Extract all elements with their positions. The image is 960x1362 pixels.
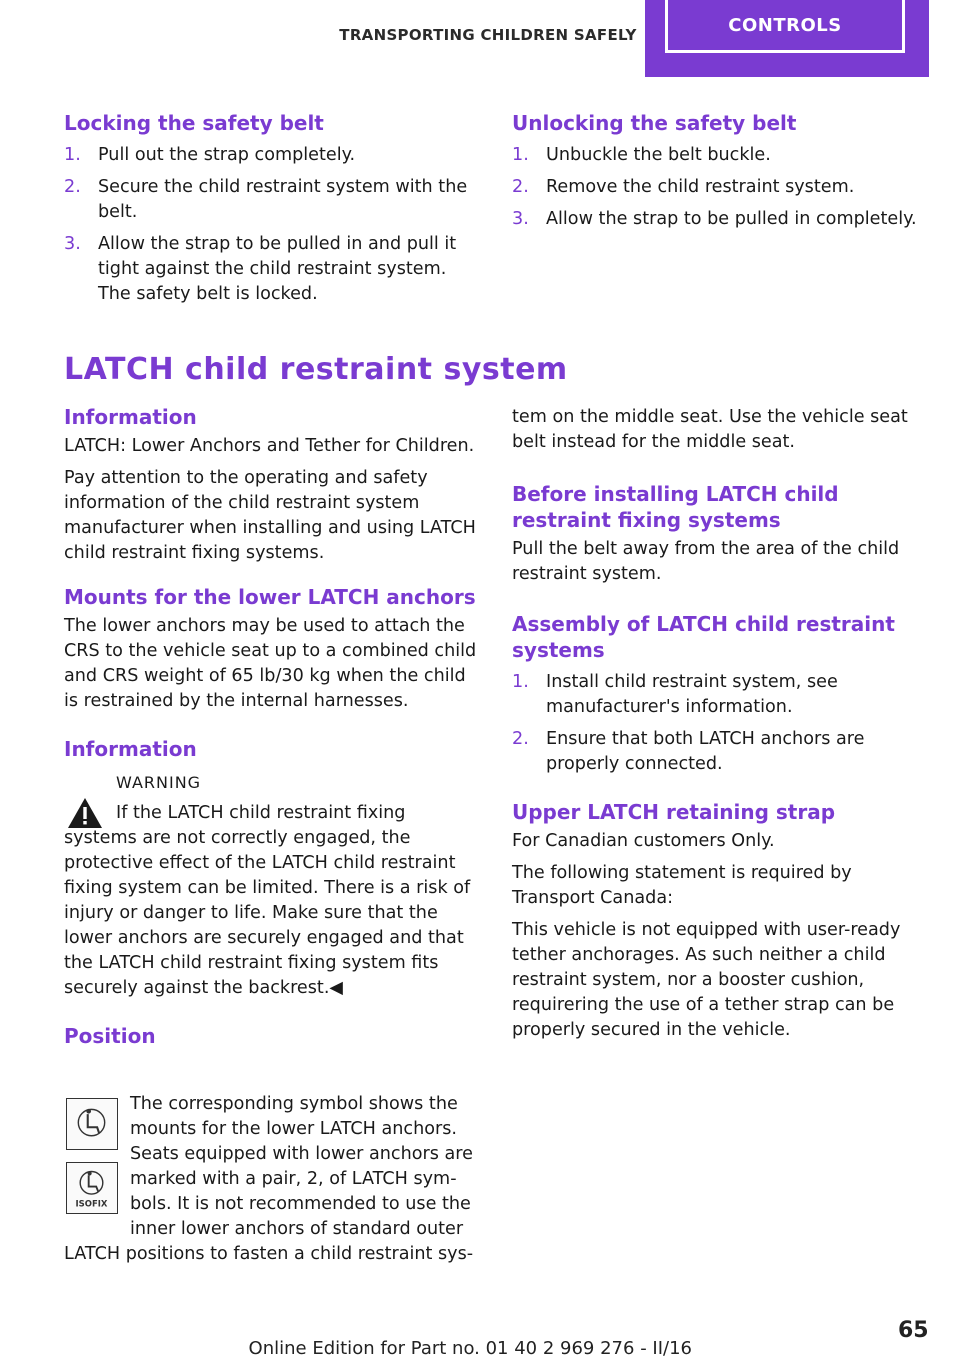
position-title: Position <box>64 1024 156 1048</box>
unlocking-section <box>512 110 926 232</box>
assembly-steps <box>512 670 926 777</box>
upper-p1: For Canadian customers Only. <box>512 831 775 851</box>
upper-title: Upper LATCH retaining strap <box>512 800 836 824</box>
footer-edition: Online Edition for Part no. 01 40 2 969 276 - II/16 <box>248 1338 692 1359</box>
warning-text: If the LATCH child restraint fixing systems are not correctly engaged, the protective effect of the LATCH child restraint fixing system can be limited. There is a risk of injury or danger to life. Make sure that the lower anchors are securely engaged and that the LATCH child restraint fixing system fits securely against the backrest.◀ <box>64 803 471 998</box>
list-item: 2. Secure the child restraint system with the belt. <box>64 177 468 222</box>
list-item: 3. Allow the strap to be pulled in and pull it tight against the child restraint system. The safety belt is locked. <box>64 234 457 304</box>
warning-icon <box>66 796 104 830</box>
list-item: 2. Remove the child restraint system. <box>512 177 855 197</box>
mounts-title: Mounts for the lower LATCH anchors <box>64 585 476 609</box>
latch-seat-icon <box>66 1098 118 1150</box>
isofix-icon-label: ISOFIX <box>75 1198 108 1209</box>
position-text-right: tem on the middle seat. Use the vehicle seat belt instead for the middle seat. <box>512 407 908 452</box>
info2-title: Information <box>64 737 197 761</box>
mounts-p1: The lower anchors may be used to attach the CRS to the vehicle seat up to a combined child and CRS weight of 65 lb/30 kg when the child is restrained by the internal harnesses. <box>64 616 477 711</box>
list-item: 2. Ensure that both LATCH anchors are properly connected. <box>512 729 865 774</box>
info1-p1: LATCH: Lower Anchors and Tether for Children. <box>64 436 475 456</box>
latch-right-column <box>512 405 926 1043</box>
locking-title: Locking the safety belt <box>64 111 324 135</box>
before-p1: Pull the belt away from the area of the child restraint system. <box>512 539 900 584</box>
position-text-left-cont: LATCH positions to fasten a child restraint sys- <box>64 1244 474 1264</box>
footer <box>0 1318 960 1362</box>
locking-steps <box>64 143 478 307</box>
before-title: Before installing LATCH child restraint fixing systems <box>512 482 839 532</box>
section-tab <box>645 0 929 77</box>
upper-p2: The following statement is required by Transport Canada: <box>512 863 852 908</box>
list-item: 1. Pull out the strap completely. <box>64 145 356 165</box>
position-text-left: The corresponding symbol shows the mounts for the lower LATCH anchors. Seats equipped with lower anchors are marked with a pair, 2, of LATCH sym-bols. It is not recommended to use the inner lower anchors of standard outer <box>130 1094 473 1239</box>
running-header: TRANSPORTING CHILDREN SAFELY <box>339 26 637 44</box>
unlocking-steps <box>512 143 926 232</box>
latch-heading: LATCH child restraint system <box>64 352 568 387</box>
list-item: 1. Install child restraint system, see manufacturer's information. <box>512 672 838 717</box>
locking-section <box>64 110 478 307</box>
latch-left-column <box>64 404 478 1049</box>
list-item: 1. Unbuckle the belt buckle. <box>512 145 771 165</box>
unlocking-title: Unlocking the safety belt <box>512 111 797 135</box>
upper-p3: This vehicle is not equipped with user-ready tether anchorages. As such neither a child restraint system, nor a booster cushion, requirering the use of a tether strap can be properly secured in the vehicle. <box>512 920 901 1040</box>
list-item: 3. Allow the strap to be pulled in completely. <box>512 209 917 229</box>
info1-p2: Pay attention to the operating and safety information of the child restraint system manufacturer when installing and using LATCH child restraint fixing systems. <box>64 468 476 563</box>
info1-title: Information <box>64 405 197 429</box>
page-number: 65 <box>898 1318 929 1343</box>
warning-label: WARNING <box>116 773 202 792</box>
assembly-title: Assembly of LATCH child restraint systems <box>512 612 895 662</box>
section-tab-label: CONTROLS <box>665 0 905 53</box>
isofix-icon <box>66 1162 118 1214</box>
